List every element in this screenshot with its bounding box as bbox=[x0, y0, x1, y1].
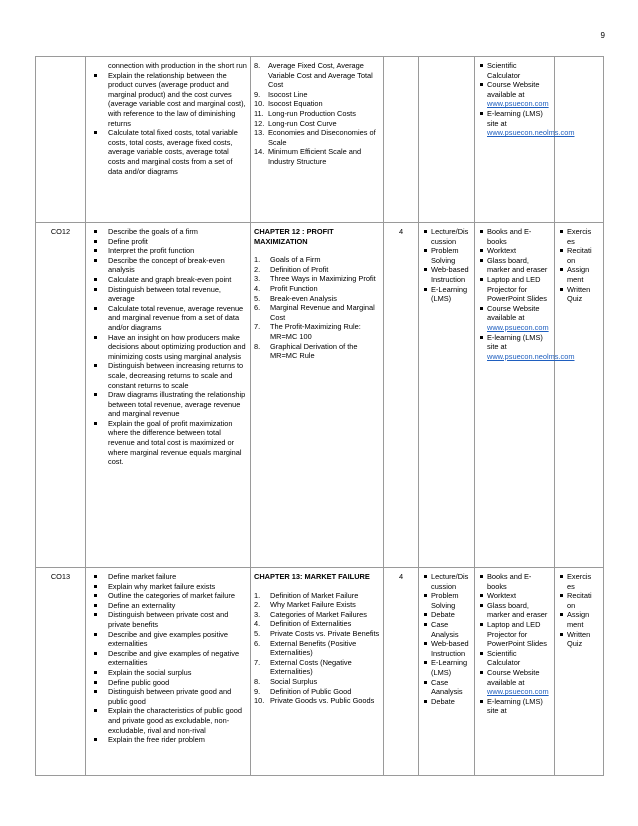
topic-number: 7. bbox=[254, 322, 261, 332]
resource-item: Books and E-books bbox=[478, 572, 551, 591]
topic-text: The Profit-Maximizing Rule: MR=MC 100 bbox=[270, 322, 361, 341]
activity-item: Lecture/Dis cussion bbox=[422, 227, 471, 246]
activity-item: E-Learning (LMS) bbox=[422, 285, 471, 304]
topic-item bbox=[254, 629, 380, 639]
course-outcome-code bbox=[36, 57, 86, 223]
learning-objectives bbox=[86, 223, 251, 568]
topic-number: 8. bbox=[254, 61, 261, 70]
resource-item: Course Website available at www.psuecon.com bbox=[478, 668, 551, 697]
objective-item: Distinguish between private good and public good bbox=[89, 687, 247, 706]
objective-item: Explain the goal of profit maximization where the difference between total revenue and total cost is maximized or where marginal revenue equals marginal cost. bbox=[89, 419, 247, 467]
topic-item bbox=[254, 284, 380, 294]
topic-item bbox=[254, 294, 380, 304]
resource-item: Worktext bbox=[478, 591, 551, 601]
objective-item: Describe the concept of break-even analysis bbox=[89, 256, 247, 275]
topic-number: 4. bbox=[254, 619, 261, 629]
activity-item: Debate bbox=[422, 610, 471, 620]
topic-item bbox=[254, 322, 380, 341]
table-row bbox=[36, 57, 604, 223]
activity-item: Problem Solving bbox=[422, 246, 471, 265]
activity-item: Debate bbox=[422, 697, 471, 707]
topic-item bbox=[254, 342, 380, 361]
topic-number: 9. bbox=[254, 686, 261, 696]
objective-item: Calculate total revenue, average revenue and marginal revenue from a set of data and/or diagrams bbox=[89, 304, 247, 333]
objective-item: Describe and give examples of negative externalities bbox=[89, 649, 247, 668]
topic-text: Average Fixed Cost, Average Variable Cost and Average Total Cost bbox=[268, 61, 373, 90]
teaching-activities-list bbox=[422, 572, 471, 706]
topic-number: 6. bbox=[254, 638, 261, 648]
objective-item: Distinguish between private cost and private benefits bbox=[89, 610, 247, 629]
topic-item bbox=[254, 119, 380, 129]
activity-item: E-Learning (LMS) bbox=[422, 658, 471, 677]
learning-resources-list bbox=[478, 227, 575, 361]
topic-item bbox=[254, 687, 380, 697]
topic-number: 12. bbox=[254, 118, 265, 128]
assessment-methods-list bbox=[558, 227, 600, 304]
learning-objectives bbox=[86, 568, 251, 776]
learning-resources bbox=[475, 568, 555, 776]
topic-number: 1. bbox=[254, 590, 261, 600]
topic-text: External Costs (Negative Externalities) bbox=[270, 657, 352, 677]
topic-text: Definition of Externalities bbox=[270, 619, 352, 629]
resource-item: Course Website available at www.psuecon.com bbox=[478, 304, 551, 333]
assessment-item: Assign ment bbox=[558, 265, 600, 284]
objective-item: Describe the goals of a firm bbox=[89, 227, 247, 237]
topic-text: Definition of Public Good bbox=[270, 686, 352, 696]
objective-item: Explain the relationship between the product curves (average product and marginal product) and the cost curves (average variable cost and marginal cost), with reference to the law of diminishing returns bbox=[89, 71, 247, 129]
resource-item: Laptop and LED Projector for PowerPoint Slides bbox=[478, 275, 551, 304]
activity-item: Problem Solving bbox=[422, 591, 471, 610]
chapter-topics bbox=[251, 57, 384, 223]
objective-item: Describe and give examples positive externalities bbox=[89, 630, 247, 649]
objective-item: Explain the characteristics of public good and private good as excludable, non-excludable, rival and non-rival bbox=[89, 706, 247, 735]
assessment-methods bbox=[555, 568, 604, 776]
topic-text: Long-run Cost Curve bbox=[268, 118, 337, 128]
resource-link[interactable]: www.psuecon.neolms.com bbox=[487, 351, 575, 361]
resource-item: E-learning (LMS) site at bbox=[478, 697, 551, 716]
topic-text: Economies and Diseconomies of Scale bbox=[268, 128, 376, 147]
topic-number: 1. bbox=[254, 255, 261, 265]
topic-number: 2. bbox=[254, 600, 261, 610]
teaching-activities-list bbox=[422, 227, 471, 304]
resource-link[interactable]: www.psuecon.neolms.com bbox=[487, 128, 575, 138]
topic-number: 3. bbox=[254, 274, 261, 284]
topic-text: Graphical Derivation of the MR=MC Rule bbox=[270, 341, 358, 361]
topic-item bbox=[254, 61, 380, 90]
chapter-topics bbox=[251, 223, 384, 568]
assessment-item: Assign ment bbox=[558, 610, 600, 629]
topic-number: 8. bbox=[254, 676, 261, 686]
course-outcome-code: CO13 bbox=[36, 568, 86, 776]
objective-item: Explain why market failure exists bbox=[89, 582, 247, 592]
learning-resources bbox=[475, 223, 575, 568]
topic-text: Private Goods vs. Public Goods bbox=[270, 696, 375, 706]
topic-text: Break-even Analysis bbox=[270, 293, 337, 303]
topic-text: External Benefits (Positive Externalities) bbox=[270, 638, 357, 658]
objective-list bbox=[89, 61, 247, 176]
objective-item: Define an externality bbox=[89, 601, 247, 611]
topic-item bbox=[254, 255, 380, 265]
topic-number: 9. bbox=[254, 89, 261, 99]
assessment-methods bbox=[555, 223, 604, 568]
syllabus-table bbox=[35, 56, 604, 776]
topic-item bbox=[254, 600, 380, 610]
activity-item: Web-based Instruction bbox=[422, 639, 471, 658]
topic-text: Social Surplus bbox=[270, 676, 318, 686]
activity-item: Case Analysis bbox=[422, 620, 471, 639]
topic-text: Definition of Market Failure bbox=[270, 590, 359, 600]
topic-text: Three Ways in Maximizing Profit bbox=[270, 274, 376, 284]
topic-number: 2. bbox=[254, 264, 261, 274]
objective-item: Distinguish between increasing returns to scale, decreasing returns to scale and constant returns to scale bbox=[89, 361, 247, 390]
topic-item bbox=[254, 696, 380, 706]
table-row bbox=[36, 223, 604, 568]
assessment-item: Written Quiz bbox=[558, 630, 600, 649]
topic-item bbox=[254, 274, 380, 284]
topic-item bbox=[254, 591, 380, 601]
topic-item bbox=[254, 265, 380, 275]
topic-text: Goals of a Firm bbox=[270, 255, 321, 265]
objective-item: Have an insight on how producers make decisions about optimizing production and minimizing costs using marginal analysis bbox=[89, 333, 247, 362]
topic-number: 10. bbox=[254, 99, 265, 109]
learning-resources-list bbox=[478, 572, 551, 716]
topic-number: 4. bbox=[254, 283, 261, 293]
learning-objectives bbox=[86, 57, 251, 223]
topic-list bbox=[254, 255, 380, 361]
activity-item: Web-based Instruction bbox=[422, 265, 471, 284]
teaching-activities bbox=[419, 57, 475, 223]
topic-item bbox=[254, 147, 380, 166]
objective-item: Define profit bbox=[89, 237, 247, 247]
objective-item: Draw diagrams illustrating the relationship between total revenue, average revenue and marginal revenue bbox=[89, 390, 247, 419]
objective-item: Explain the free rider problem bbox=[89, 735, 247, 745]
topic-number: 10. bbox=[254, 696, 265, 706]
topic-item bbox=[254, 619, 380, 629]
teaching-activities bbox=[419, 568, 475, 776]
topic-item bbox=[254, 90, 380, 100]
objective-item: Distinguish between total revenue, average bbox=[89, 285, 247, 304]
assessment-item: Recitati on bbox=[558, 591, 600, 610]
assessment-item: Exercis es bbox=[558, 572, 600, 591]
teaching-activities bbox=[419, 223, 475, 568]
topic-text: Isocost Equation bbox=[268, 99, 323, 109]
hours bbox=[384, 57, 419, 223]
resource-item: Books and E-books bbox=[478, 227, 551, 246]
resource-item: Scientific Calculator bbox=[478, 649, 551, 668]
chapter-topics bbox=[251, 568, 384, 776]
learning-resources bbox=[475, 57, 575, 223]
assessment-item: Recitati on bbox=[558, 246, 600, 265]
course-outcome-code: CO12 bbox=[36, 223, 86, 568]
assessment-methods-list bbox=[558, 572, 600, 649]
topic-text: Definition of Profit bbox=[270, 264, 329, 274]
hours: 4 bbox=[384, 568, 419, 776]
objective-item: Define public good bbox=[89, 678, 247, 688]
topic-item bbox=[254, 303, 380, 322]
page-number: 9 bbox=[600, 31, 605, 40]
chapter-title: CHAPTER 13: MARKET FAILURE bbox=[254, 572, 370, 581]
resource-link[interactable]: www.psuecon.com bbox=[487, 687, 549, 697]
resource-item: Glass board, marker and eraser bbox=[478, 601, 551, 620]
topic-number: 7. bbox=[254, 657, 261, 667]
topic-item bbox=[254, 109, 380, 119]
hours: 4 bbox=[384, 223, 419, 568]
objective-item: Outline the categories of market failure bbox=[89, 591, 247, 601]
topic-text: Profit Function bbox=[270, 283, 318, 293]
objective-item: Calculate total fixed costs, total variable costs, total costs, average fixed costs, average variable costs, average total costs and marginal costs from a set of data and/or diagrams bbox=[89, 128, 247, 176]
topic-text: Minimum Efficient Scale and Industry Structure bbox=[268, 147, 362, 166]
learning-resources-list bbox=[478, 61, 575, 138]
chapter-title: CHAPTER 12 : PROFIT MAXIMIZATION bbox=[254, 227, 334, 246]
topic-text: Private Costs vs. Private Benefits bbox=[270, 628, 380, 638]
objective-item: Interpret the profit function bbox=[89, 246, 247, 256]
resource-item: E-learning (LMS) site at www.psuecon.neolms.com bbox=[478, 333, 551, 362]
objective-item: Define market failure bbox=[89, 572, 247, 582]
topic-text: Why Market Failure Exists bbox=[270, 600, 356, 610]
objective-list bbox=[89, 227, 247, 467]
topic-number: 13. bbox=[254, 128, 265, 138]
resource-item: Course Website available at www.psuecon.com bbox=[478, 80, 551, 109]
resource-link[interactable]: www.psuecon.com bbox=[487, 99, 549, 109]
resource-item: Scientific Calculator bbox=[478, 61, 551, 80]
objective-item: Calculate and graph break-even point bbox=[89, 275, 247, 285]
resource-item: E-learning (LMS) site at www.psuecon.neolms.com bbox=[478, 109, 551, 138]
topic-list bbox=[254, 591, 380, 706]
topic-text: Long-run Production Costs bbox=[268, 108, 356, 118]
objective-list bbox=[89, 572, 247, 745]
resource-link[interactable]: www.psuecon.com bbox=[487, 322, 549, 332]
topic-text: Isocost Line bbox=[268, 89, 308, 99]
topic-number: 5. bbox=[254, 628, 261, 638]
assessment-item: Written Quiz bbox=[558, 285, 600, 304]
topic-item bbox=[254, 658, 380, 677]
table-row bbox=[36, 568, 604, 776]
topic-text: Categories of Market Failures bbox=[270, 609, 367, 619]
topic-item bbox=[254, 639, 380, 658]
topic-item bbox=[254, 99, 380, 109]
objective-item: Explain the social surplus bbox=[89, 668, 247, 678]
assessment-methods bbox=[555, 57, 604, 223]
topic-number: 14. bbox=[254, 147, 265, 157]
topic-text: Marginal Revenue and Marginal Cost bbox=[270, 303, 375, 322]
topic-item bbox=[254, 677, 380, 687]
activity-item: Lecture/Dis cussion bbox=[422, 572, 471, 591]
topic-item bbox=[254, 610, 380, 620]
topic-number: 6. bbox=[254, 303, 261, 313]
resource-item: Laptop and LED Projector for PowerPoint Slides bbox=[478, 620, 551, 649]
topic-number: 11. bbox=[254, 108, 264, 118]
assessment-item: Exercis es bbox=[558, 227, 600, 246]
resource-item: Glass board, marker and eraser bbox=[478, 256, 551, 275]
topic-number: 5. bbox=[254, 293, 261, 303]
topic-list bbox=[254, 61, 380, 167]
topic-number: 3. bbox=[254, 609, 261, 619]
objective-item: connection with production in the short run bbox=[108, 61, 247, 70]
topic-item bbox=[254, 128, 380, 147]
activity-item: Case Aanalysis bbox=[422, 678, 471, 697]
topic-number: 8. bbox=[254, 341, 261, 351]
resource-item: Worktext bbox=[478, 246, 551, 256]
